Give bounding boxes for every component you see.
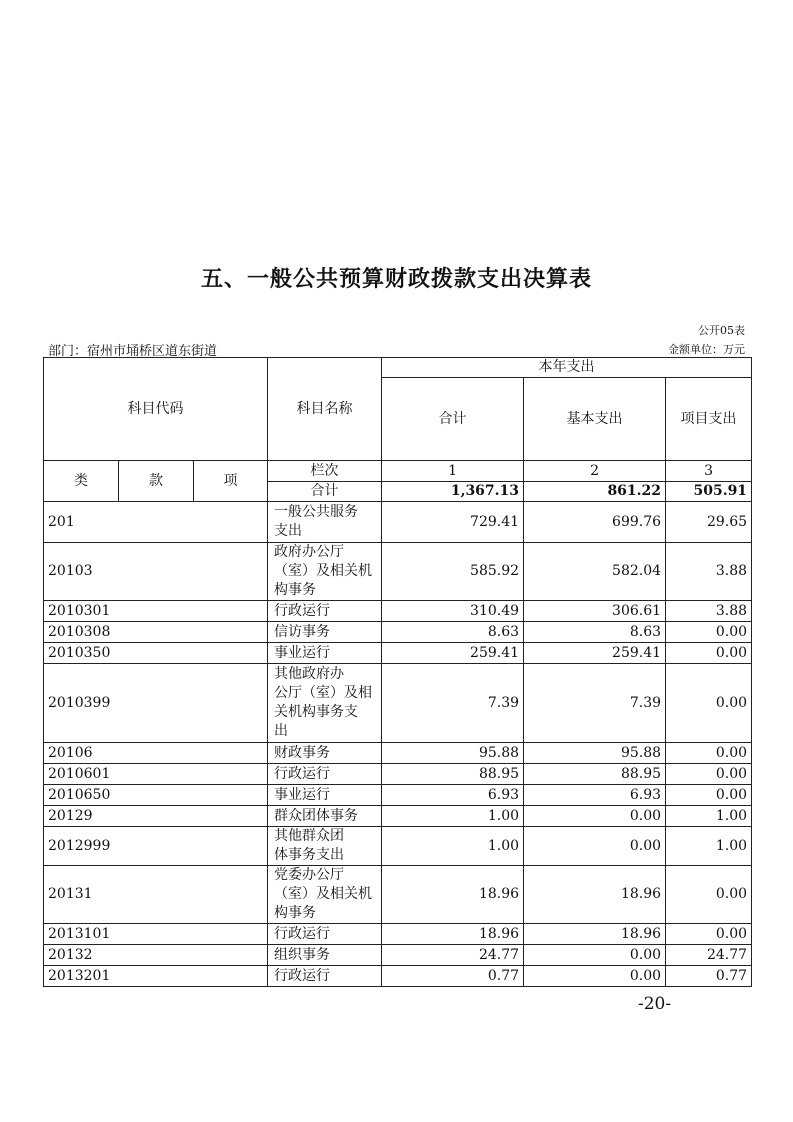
table-row [44, 622, 752, 643]
row-code: 201 [44, 502, 268, 543]
header-xiang: 项 [194, 461, 268, 502]
row-total: 0.77 [382, 966, 524, 987]
column-number-1: 1 [382, 461, 524, 482]
table-row [44, 945, 752, 966]
row-code: 2010350 [44, 643, 268, 664]
row-name: 党委办公厅 （室）及相关机 构事务 [268, 866, 382, 924]
row-total: 259.41 [382, 643, 524, 664]
form-number: 公开05表 [698, 324, 745, 337]
row-name: 行政运行 [268, 924, 382, 945]
row-name: 信访事务 [268, 622, 382, 643]
header-code: 科目代码 [44, 358, 268, 461]
row-basic: 6.93 [524, 785, 666, 806]
row-basic: 88.95 [524, 764, 666, 785]
row-basic: 259.41 [524, 643, 666, 664]
header-project: 项目支出 [666, 378, 752, 461]
row-project: 0.00 [666, 664, 752, 743]
row-total: 6.93 [382, 785, 524, 806]
row-total: 7.39 [382, 664, 524, 743]
row-total: 88.95 [382, 764, 524, 785]
sum-basic: 861.22 [524, 482, 666, 502]
row-basic: 582.04 [524, 543, 666, 601]
row-code: 2013201 [44, 966, 268, 987]
row-basic: 306.61 [524, 601, 666, 622]
table-row [44, 966, 752, 987]
row-basic: 0.00 [524, 945, 666, 966]
table-row [44, 924, 752, 945]
table-row [44, 664, 752, 743]
row-project: 3.88 [666, 543, 752, 601]
row-project: 0.00 [666, 643, 752, 664]
row-code: 20103 [44, 543, 268, 601]
table-row [44, 806, 752, 827]
table-row [44, 601, 752, 622]
row-project: 24.77 [666, 945, 752, 966]
header-name: 科目名称 [268, 358, 382, 461]
row-total: 729.41 [382, 502, 524, 543]
row-project: 1.00 [666, 806, 752, 827]
row-total: 24.77 [382, 945, 524, 966]
header-kuan: 款 [119, 461, 194, 502]
row-code: 2012999 [44, 827, 268, 866]
sum-project: 505.91 [666, 482, 752, 502]
row-name: 其他政府办 公厅（室）及相 关机构事务支 出 [268, 664, 382, 743]
row-name: 组织事务 [268, 945, 382, 966]
header-lei: 类 [44, 461, 119, 502]
row-name: 群众团体事务 [268, 806, 382, 827]
row-project: 0.00 [666, 785, 752, 806]
row-name: 行政运行 [268, 966, 382, 987]
row-total: 8.63 [382, 622, 524, 643]
row-code: 20132 [44, 945, 268, 966]
row-name: 行政运行 [268, 764, 382, 785]
table-row [44, 785, 752, 806]
row-basic: 0.00 [524, 966, 666, 987]
table-row [44, 764, 752, 785]
row-basic: 0.00 [524, 827, 666, 866]
row-project: 29.65 [666, 502, 752, 543]
row-name: 政府办公厅 （室）及相关机 构事务 [268, 543, 382, 601]
sum-total: 1,367.13 [382, 482, 524, 502]
table-row [44, 502, 752, 543]
row-basic: 7.39 [524, 664, 666, 743]
header-current-year: 本年支出 [382, 358, 752, 378]
row-total: 310.49 [382, 601, 524, 622]
row-basic: 8.63 [524, 622, 666, 643]
row-name: 一般公共服务 支出 [268, 502, 382, 543]
row-basic: 18.96 [524, 866, 666, 924]
row-project: 0.77 [666, 966, 752, 987]
table-row [44, 543, 752, 601]
row-project: 1.00 [666, 827, 752, 866]
row-total: 18.96 [382, 866, 524, 924]
column-number-2: 2 [524, 461, 666, 482]
row-total: 1.00 [382, 827, 524, 866]
row-code: 20129 [44, 806, 268, 827]
table-row [44, 827, 752, 866]
row-code: 2010399 [44, 664, 268, 743]
page-title: 五、一般公共预算财政拨款支出决算表 [200, 267, 592, 292]
amount-unit-label: 金额单位：万元 [668, 343, 745, 356]
row-total: 1.00 [382, 806, 524, 827]
column-number-3: 3 [666, 461, 752, 482]
department-label: 部门：宿州市埇桥区道东街道 [48, 344, 218, 359]
row-code: 2010308 [44, 622, 268, 643]
row-total: 95.88 [382, 743, 524, 764]
row-name: 事业运行 [268, 785, 382, 806]
row-name: 行政运行 [268, 601, 382, 622]
row-basic: 18.96 [524, 924, 666, 945]
row-basic: 699.76 [524, 502, 666, 543]
row-project: 0.00 [666, 866, 752, 924]
header-total: 合计 [382, 378, 524, 461]
row-code: 2010301 [44, 601, 268, 622]
budget-expenditure-table [43, 357, 752, 987]
row-project: 0.00 [666, 743, 752, 764]
row-name: 其他群众团 体事务支出 [268, 827, 382, 866]
row-code: 20106 [44, 743, 268, 764]
column-number-label: 栏次 [268, 461, 382, 482]
row-name: 事业运行 [268, 643, 382, 664]
page-number: -20- [638, 994, 672, 1014]
row-name: 财政事务 [268, 743, 382, 764]
row-project: 0.00 [666, 924, 752, 945]
table-row [44, 743, 752, 764]
row-code: 20131 [44, 866, 268, 924]
row-code: 2010601 [44, 764, 268, 785]
row-project: 3.88 [666, 601, 752, 622]
row-total: 585.92 [382, 543, 524, 601]
table-row [44, 643, 752, 664]
row-total: 18.96 [382, 924, 524, 945]
row-basic: 95.88 [524, 743, 666, 764]
sum-label: 合计 [268, 482, 382, 502]
table-row [44, 866, 752, 924]
row-basic: 0.00 [524, 806, 666, 827]
row-code: 2010650 [44, 785, 268, 806]
row-project: 0.00 [666, 764, 752, 785]
row-project: 0.00 [666, 622, 752, 643]
header-basic: 基本支出 [524, 378, 666, 461]
row-code: 2013101 [44, 924, 268, 945]
